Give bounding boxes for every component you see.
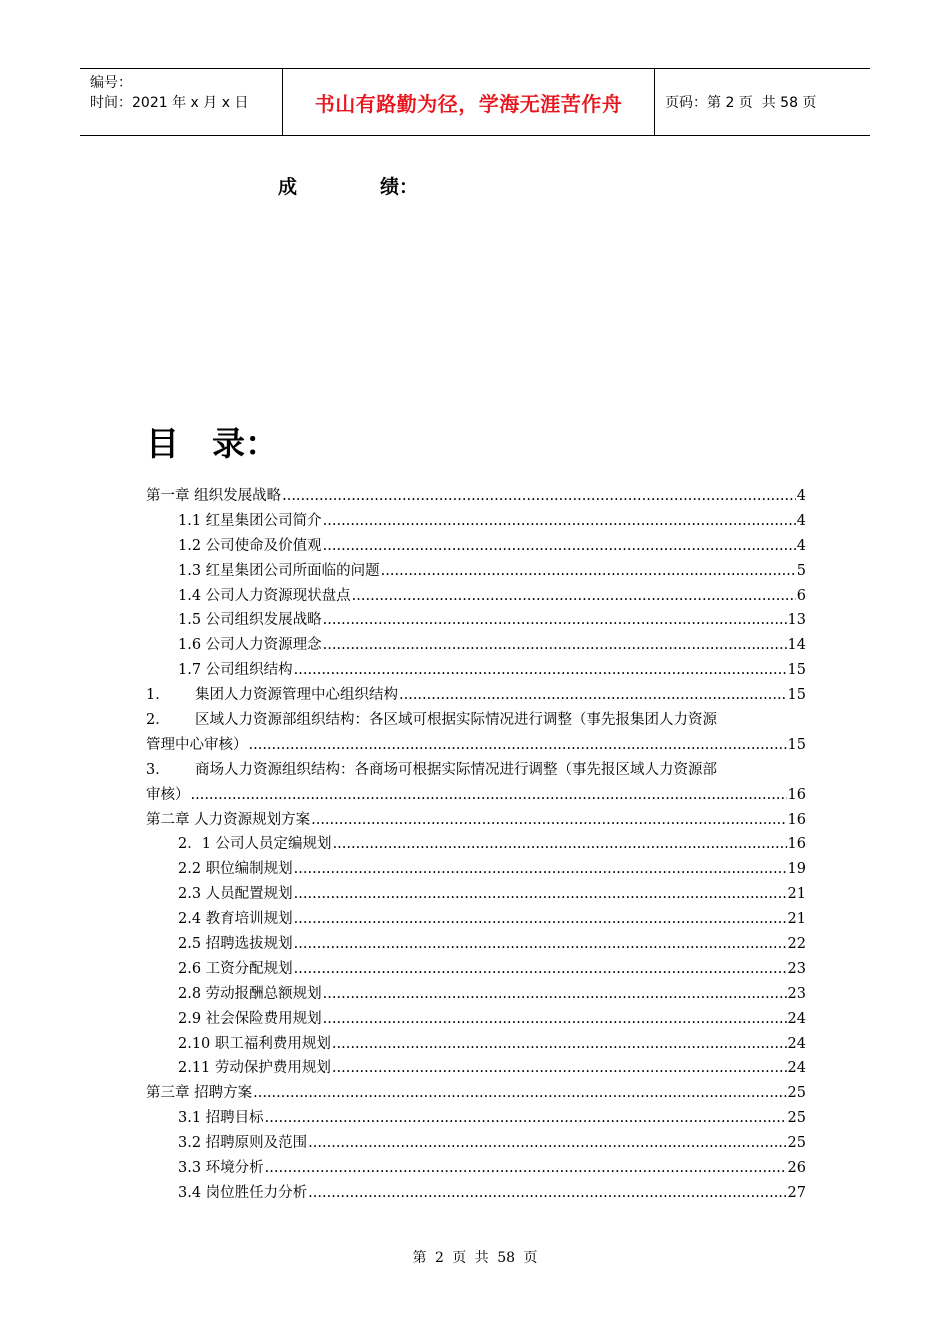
toc-entry[interactable] — [146, 584, 806, 609]
score-char-1: 成 — [278, 176, 298, 198]
toc-leader-dots — [191, 783, 787, 808]
toc-entry-page: 4 — [796, 488, 806, 504]
toc-leader-dots — [399, 683, 787, 708]
toc-entry-label: 1.7 公司组织结构 — [178, 662, 293, 679]
toc-entry-label: 2.2 职位编制规划 — [178, 861, 293, 878]
code-label: 编号： — [90, 75, 132, 91]
toc-entry-page: 24 — [787, 1010, 806, 1027]
toc-leader-dots — [323, 1007, 787, 1032]
toc-entry[interactable] — [146, 832, 806, 857]
toc-entry-number: 2． — [146, 712, 170, 729]
toc-leader-dots — [381, 559, 796, 584]
toc-entry-page: 24 — [787, 1060, 806, 1077]
toc-entry-page: 23 — [787, 960, 806, 977]
toc-entry-label: 1.1 红星集团公司简介 — [178, 512, 322, 529]
toc-leader-dots — [282, 484, 796, 509]
toc-entry[interactable] — [146, 1081, 806, 1106]
toc-entry-page: 13 — [787, 612, 806, 629]
toc-title-char-1: 目 — [146, 424, 179, 463]
toc-entry-line2 — [146, 733, 806, 758]
toc-entry-label: 2.10 职工福利费用规划 — [178, 1035, 331, 1052]
toc-leader-dots — [323, 608, 787, 633]
toc-entry-page: 19 — [787, 861, 806, 878]
toc-entry-number: 3． — [146, 761, 170, 778]
toc-entry[interactable] — [146, 982, 806, 1007]
toc-entry-text: 集团人力资源管理中心组织结构 — [195, 687, 398, 704]
toc-entry-label: 1.3 红星集团公司所面临的问题 — [178, 562, 380, 579]
toc-entry-page: 27 — [787, 1184, 806, 1201]
page-header — [80, 68, 870, 136]
motto-text: 书山有路勤为径，学海无涯苦作舟 — [314, 91, 623, 116]
toc-entry-page: 16 — [787, 811, 806, 828]
toc-entry[interactable] — [146, 1106, 806, 1131]
toc-entry-page: 14 — [787, 637, 806, 654]
toc-entry-line1 — [146, 758, 806, 783]
toc-entry[interactable] — [146, 808, 806, 833]
toc-entry-label: 1.2 公司使命及价值观 — [178, 537, 322, 554]
toc-entry[interactable] — [146, 1156, 806, 1181]
toc-entry-text: 区域人力资源部组织结构：各区域可根据实际情况进行调整（事先报集团人力资源 — [195, 712, 717, 729]
page-number-label: 页码：第 2 页 共 58 页 — [665, 95, 817, 111]
toc-leader-dots — [308, 1181, 786, 1206]
toc-entry-label: 2.8 劳动报酬总额规划 — [178, 985, 322, 1002]
toc-entry-label: 2.3 人员配置规划 — [178, 886, 293, 903]
toc-entry-label: 第三章 招聘方案 — [146, 1085, 253, 1102]
toc-entry-label: 3.2 招聘原则及范围 — [178, 1135, 308, 1152]
toc-entry-page: 25 — [787, 1110, 806, 1127]
toc-entry-page: 15 — [787, 687, 806, 704]
toc-entry[interactable] — [146, 608, 806, 633]
toc-leader-dots — [308, 1131, 786, 1156]
toc-entry-label: 3.1 招聘目标 — [178, 1110, 264, 1127]
toc-entry-page: 15 — [787, 662, 806, 679]
toc-title-char-2: 录： — [212, 424, 278, 463]
toc-entry-label: 2.4 教育培训规划 — [178, 911, 293, 928]
toc-entry-wrapped[interactable] — [146, 708, 806, 758]
toc-entry[interactable] — [146, 1181, 806, 1206]
toc-entry-page: 24 — [787, 1035, 806, 1052]
toc-entry-label: 2.11 劳动保护费用规划 — [178, 1060, 331, 1077]
toc-entry[interactable] — [146, 932, 806, 957]
toc-entry-page: 5 — [796, 562, 806, 579]
toc-leader-dots — [249, 733, 787, 758]
toc-entry-label: 第一章 组织发展战略 — [146, 488, 282, 504]
toc-entry-label: 2．1 公司人员定编规划 — [178, 836, 332, 853]
toc-entry[interactable] — [146, 484, 806, 509]
toc-entry-label: 2.9 社会保险费用规划 — [178, 1010, 322, 1027]
toc-entry[interactable] — [146, 559, 806, 584]
toc-entry-text-cont: 管理中心审核） — [146, 736, 248, 753]
toc-leader-dots — [332, 1056, 787, 1081]
toc-leader-dots — [294, 658, 787, 683]
toc-entry-page: 26 — [787, 1160, 806, 1177]
toc-entry[interactable] — [146, 633, 806, 658]
page-footer: 第 2 页 共 58 页 — [412, 1250, 538, 1266]
toc-entry-label: 2.5 招聘选拔规划 — [178, 936, 293, 953]
toc-entry-label: 1.6 公司人力资源理念 — [178, 637, 322, 654]
toc-leader-dots — [294, 907, 787, 932]
toc-entry-text: 商场人力资源组织结构：各商场可根据实际情况进行调整（事先报区域人力资源部 — [195, 761, 717, 778]
toc-entry-line2 — [146, 783, 806, 808]
toc-entry[interactable] — [146, 857, 806, 882]
toc-entry[interactable] — [146, 882, 806, 907]
toc-leader-dots — [311, 808, 786, 833]
header-meta — [80, 69, 282, 135]
toc-entry-page: 6 — [796, 587, 806, 604]
toc-entry-page: 22 — [787, 936, 806, 953]
time-label: 时间：2021 年 x 月 x 日 — [90, 95, 249, 111]
toc-leader-dots — [294, 957, 787, 982]
toc-leader-dots — [323, 982, 787, 1007]
toc-leader-dots — [294, 882, 787, 907]
toc-entry-page: 4 — [796, 537, 806, 554]
toc-entry[interactable] — [146, 1032, 806, 1057]
toc-leader-dots — [265, 1156, 787, 1181]
toc-entry-label: 第二章 人力资源规划方案 — [146, 811, 311, 828]
toc-leader-dots — [323, 509, 796, 534]
toc-entry-page: 16 — [787, 836, 806, 853]
toc-leader-dots — [352, 584, 796, 609]
toc-entry-page: 4 — [796, 512, 806, 529]
toc-entry[interactable] — [146, 1007, 806, 1032]
toc-leader-dots — [332, 1032, 787, 1057]
toc-entry-wrapped[interactable] — [146, 758, 806, 808]
toc-entry-page: 23 — [787, 985, 806, 1002]
toc-entry[interactable] — [146, 509, 806, 534]
toc-entry[interactable] — [146, 1056, 806, 1081]
header-page-cell — [655, 69, 870, 135]
toc-entry-label: 1.5 公司组织发展战略 — [178, 612, 322, 629]
toc-entry-page: 25 — [787, 1085, 806, 1102]
toc-entry[interactable] — [146, 683, 806, 708]
toc-leader-dots — [294, 857, 787, 882]
table-of-contents — [146, 484, 806, 1206]
toc-leader-dots — [265, 1106, 787, 1131]
toc-entry-label — [146, 683, 398, 708]
toc-entry-line1 — [146, 708, 806, 733]
toc-entry-label: 1.4 公司人力资源现状盘点 — [178, 587, 351, 604]
toc-leader-dots — [323, 633, 787, 658]
toc-entry-label: 3.4 岗位胜任力分析 — [178, 1184, 308, 1201]
toc-entry-page: 16 — [787, 786, 806, 803]
score-char-2: 绩： — [380, 176, 419, 198]
toc-entry-page: 21 — [787, 911, 806, 928]
toc-leader-dots — [253, 1081, 786, 1106]
toc-entry[interactable] — [146, 534, 806, 559]
toc-entry[interactable] — [146, 907, 806, 932]
toc-entry[interactable] — [146, 658, 806, 683]
toc-entry-number: 1． — [146, 687, 170, 704]
toc-entry-page: 25 — [787, 1135, 806, 1152]
toc-leader-dots — [333, 832, 787, 857]
header-motto-cell — [282, 69, 655, 135]
toc-entry[interactable] — [146, 957, 806, 982]
toc-entry-label: 2.6 工资分配规划 — [178, 960, 293, 977]
toc-entry-label: 3.3 环境分析 — [178, 1160, 264, 1177]
toc-leader-dots — [294, 932, 787, 957]
toc-entry[interactable] — [146, 1131, 806, 1156]
toc-entry-text-cont: 审核） — [146, 786, 190, 803]
toc-leader-dots — [323, 534, 796, 559]
toc-entry-page: 15 — [787, 736, 806, 753]
toc-entry-page: 21 — [787, 886, 806, 903]
